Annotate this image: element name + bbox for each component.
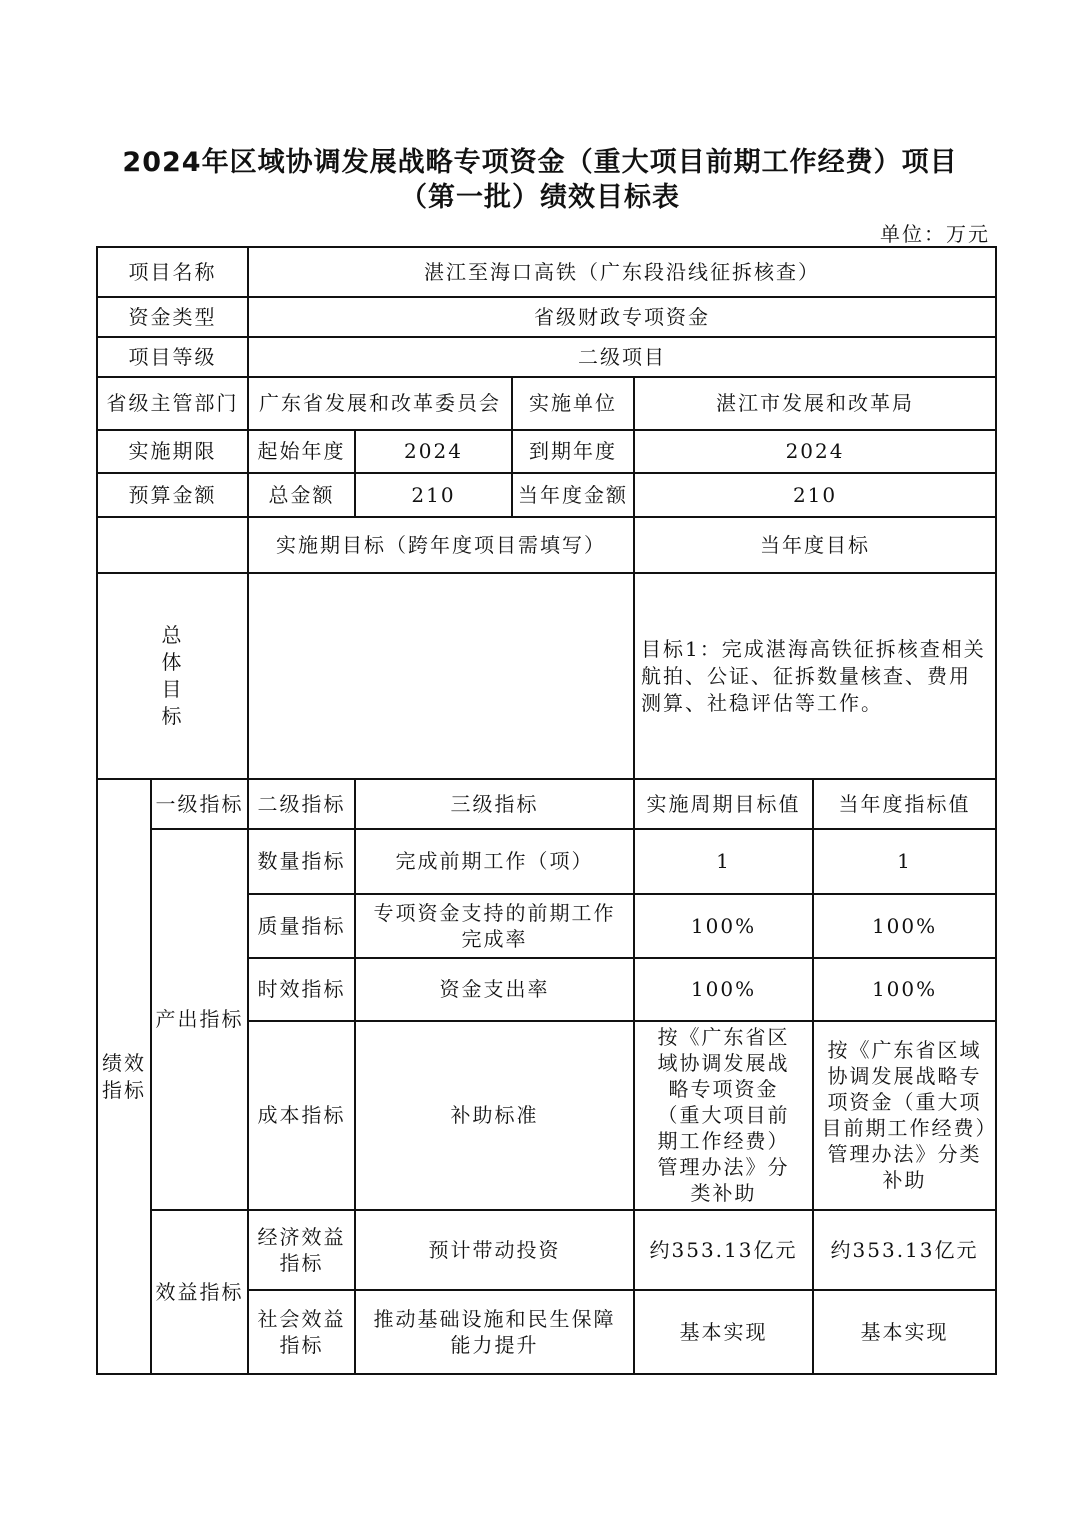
indicator-period-value: 100% <box>634 894 813 958</box>
total-label: 总金额 <box>248 473 355 517</box>
impl-unit-label: 实施单位 <box>512 377 634 430</box>
indicator-year-value: 100% <box>813 894 996 958</box>
title-line-2: （第一批）绩效目标表 <box>400 182 680 213</box>
goal-header-blank <box>97 517 248 573</box>
indicator-level3: 专项资金支持的前期工作完成率 <box>355 894 634 958</box>
indicator-period-value: 约353.13亿元 <box>634 1210 813 1290</box>
indicator-year-value: 约353.13亿元 <box>813 1210 996 1290</box>
overall-goal-label: 总体目标 <box>97 573 248 779</box>
indicator-period-value: 1 <box>634 829 813 894</box>
header-year-target: 当年度指标值 <box>813 779 996 829</box>
header-level1: 一级指标 <box>151 779 248 829</box>
start-year-label: 起始年度 <box>248 430 355 473</box>
project-name-label: 项目名称 <box>97 247 248 297</box>
period-label: 实施期限 <box>97 430 248 473</box>
benefit-indicator-label: 效益指标 <box>151 1210 248 1374</box>
impl-unit-value: 湛江市发展和改革局 <box>634 377 996 430</box>
title-line-1: 2024年区域协调发展战略专项资金（重大项目前期工作经费）项目 <box>122 147 958 178</box>
budget-label: 预算金额 <box>97 473 248 517</box>
indicator-level3: 预计带动投资 <box>355 1210 634 1290</box>
indicator-level3: 资金支出率 <box>355 958 634 1021</box>
indicator-level2: 社会效益指标 <box>248 1290 355 1374</box>
indicator-level2: 数量指标 <box>248 829 355 894</box>
output-indicator-label: 产出指标 <box>151 829 248 1210</box>
end-year-value: 2024 <box>634 430 996 473</box>
year-goal-header: 当年度目标 <box>634 517 996 573</box>
indicator-level2: 经济效益指标 <box>248 1210 355 1290</box>
fund-type-value: 省级财政专项资金 <box>248 297 996 337</box>
unit-label: 单位：万元 <box>880 222 990 246</box>
indicator-year-value: 100% <box>813 958 996 1021</box>
fund-type-label: 资金类型 <box>97 297 248 337</box>
indicator-year-value: 按《广东省区域协调发展战略专项资金（重大项目前期工作经费）管理办法》分类补助 <box>813 1021 996 1210</box>
start-year-value: 2024 <box>355 430 512 473</box>
indicator-level3: 完成前期工作（项） <box>355 829 634 894</box>
indicator-year-value: 基本实现 <box>813 1290 996 1374</box>
period-goal-value <box>248 573 634 779</box>
project-level-label: 项目等级 <box>97 337 248 377</box>
current-value: 210 <box>634 473 996 517</box>
indicator-level2: 质量指标 <box>248 894 355 958</box>
dept-value: 广东省发展和改革委员会 <box>248 377 512 430</box>
project-level-value: 二级项目 <box>248 337 996 377</box>
header-level3: 三级指标 <box>355 779 634 829</box>
header-period-target: 实施周期目标值 <box>634 779 813 829</box>
indicator-period-value: 按《广东省区域协调发展战略专项资金（重大项目前期工作经费）管理办法》分类补助 <box>634 1021 813 1210</box>
current-label: 当年度金额 <box>512 473 634 517</box>
period-goal-header: 实施期目标（跨年度项目需填写） <box>248 517 634 573</box>
indicator-level2: 成本指标 <box>248 1021 355 1210</box>
dept-label: 省级主管部门 <box>97 377 248 430</box>
indicator-level3: 推动基础设施和民生保障能力提升 <box>355 1290 634 1374</box>
indicator-level3: 补助标准 <box>355 1021 634 1210</box>
total-value: 210 <box>355 473 512 517</box>
year-goal-value: 目标1：完成湛海高铁征拆核查相关航拍、公证、征拆数量核查、费用测算、社稳评估等工作。 <box>634 573 996 779</box>
project-name-value: 湛江至海口高铁（广东段沿线征拆核查） <box>248 247 996 297</box>
indicator-period-value: 100% <box>634 958 813 1021</box>
indicator-section-label: 绩效指标 <box>97 779 151 1374</box>
indicator-year-value: 1 <box>813 829 996 894</box>
indicator-period-value: 基本实现 <box>634 1290 813 1374</box>
header-level2: 二级指标 <box>248 779 355 829</box>
end-year-label: 到期年度 <box>512 430 634 473</box>
performance-target-table <box>96 246 997 1375</box>
indicator-level2: 时效指标 <box>248 958 355 1021</box>
